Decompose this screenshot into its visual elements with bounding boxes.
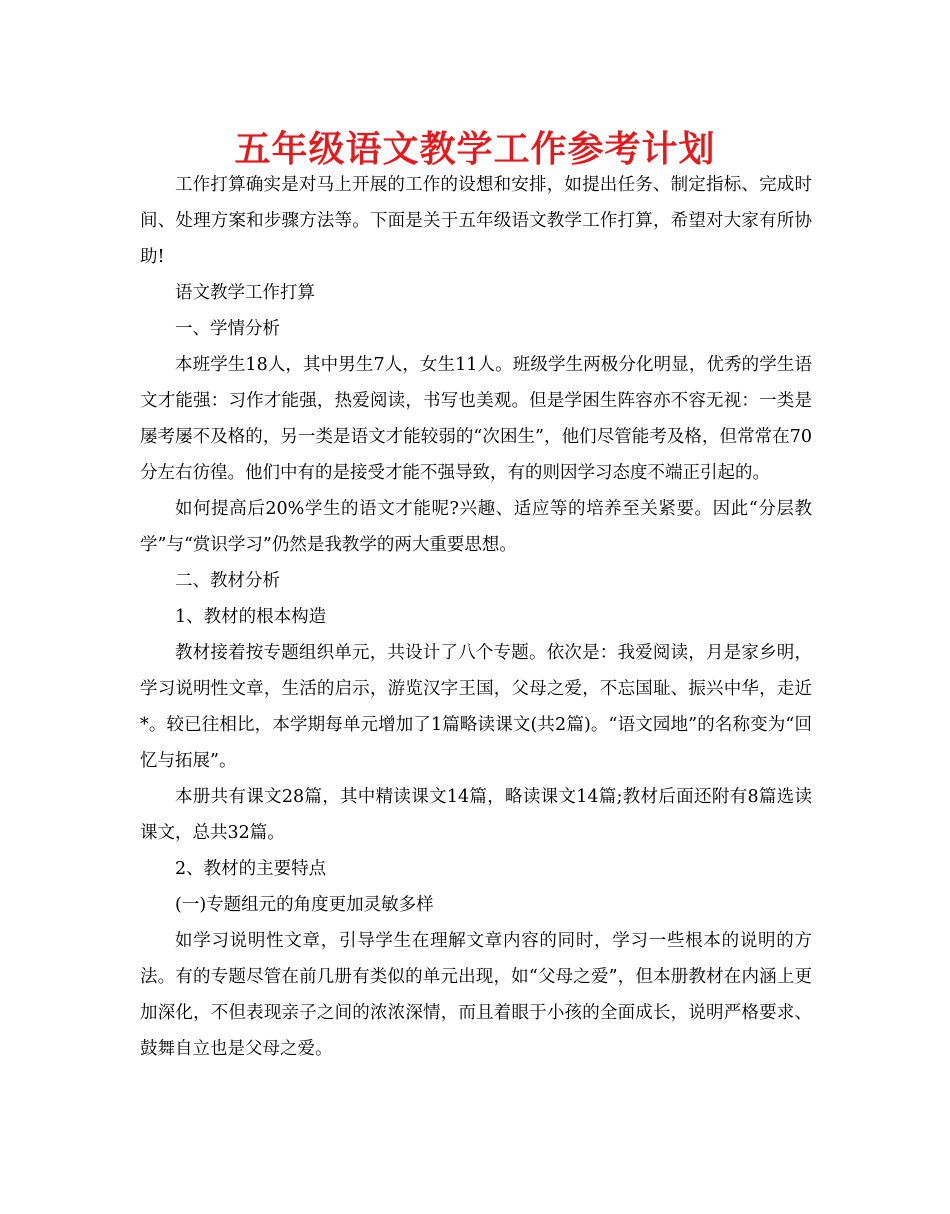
- body-paragraph: 如何提高后20%学生的语文才能呢?兴趣、适应等的培养至关紧要。因此“分层教学”与“赏识学习”仍然是我教学的两大重要思想。: [140, 499, 812, 555]
- subsection-heading: 2、教材的主要特点: [175, 859, 327, 879]
- body-paragraph: 教材接着按专题组织单元，共设计了八个专题。依次是：我爱阅读，月是家乡明，学习说明性文章，生活的启示，游览汉字王国，父母之爱，不忘国耻、振兴中华，走近*。较已往相比，本学期每单元增加了1篇略读课文(共2篇)。“语文园地”的名称变为“回忆与拓展”。: [140, 643, 812, 771]
- subsection-heading: (一)专题组元的角度更加灵敏多样: [175, 895, 434, 915]
- body-paragraph: 如学习说明性文章，引导学生在理解文章内容的同时，学习一些根本的说明的方法。有的专题尽管在前几册有类似的单元出现，如“父母之爱”，但本册教材在内涵上更加深化，不但表现亲子之间的浓浓深情，而且着眼于小孩的全面成长，说明严格要求、鼓舞自立也是父母之爱。: [140, 931, 812, 1059]
- intro-paragraph: 工作打算确实是对马上开展的工作的设想和安排，如提出任务、制定指标、完成时间、处理方案和步骤方法等。下面是关于五年级语文教学工作打算，希望对大家有所协助!: [140, 175, 812, 267]
- body-paragraph: 本册共有课文28篇，其中精读课文14篇，略读课文14篇;教材后面还附有8篇选读课文，总共32篇。: [140, 787, 812, 843]
- document-title: 五年级语文教学工作参考计划: [234, 129, 716, 170]
- body-paragraph: 本班学生18人，其中男生7人，女生11人。班级学生两极分化明显，优秀的学生语文才能强：习作才能强，热爱阅读，书写也美观。但是学困生阵容亦不容无视：一类是屡考屡不及格的，另一类是语文才能较弱的“次困生”，他们尽管能考及格，但常常在70分左右彷徨。他们中有的是接受才能不强导致，有的则因学习态度不端正引起的。: [140, 355, 812, 483]
- section-heading: 二、教材分析: [175, 571, 280, 591]
- section-heading: 一、学情分析: [175, 319, 280, 339]
- subsection-heading: 1、教材的根本构造: [175, 607, 327, 627]
- section-heading: 语文教学工作打算: [175, 283, 315, 303]
- document-body: [140, 167, 812, 1067]
